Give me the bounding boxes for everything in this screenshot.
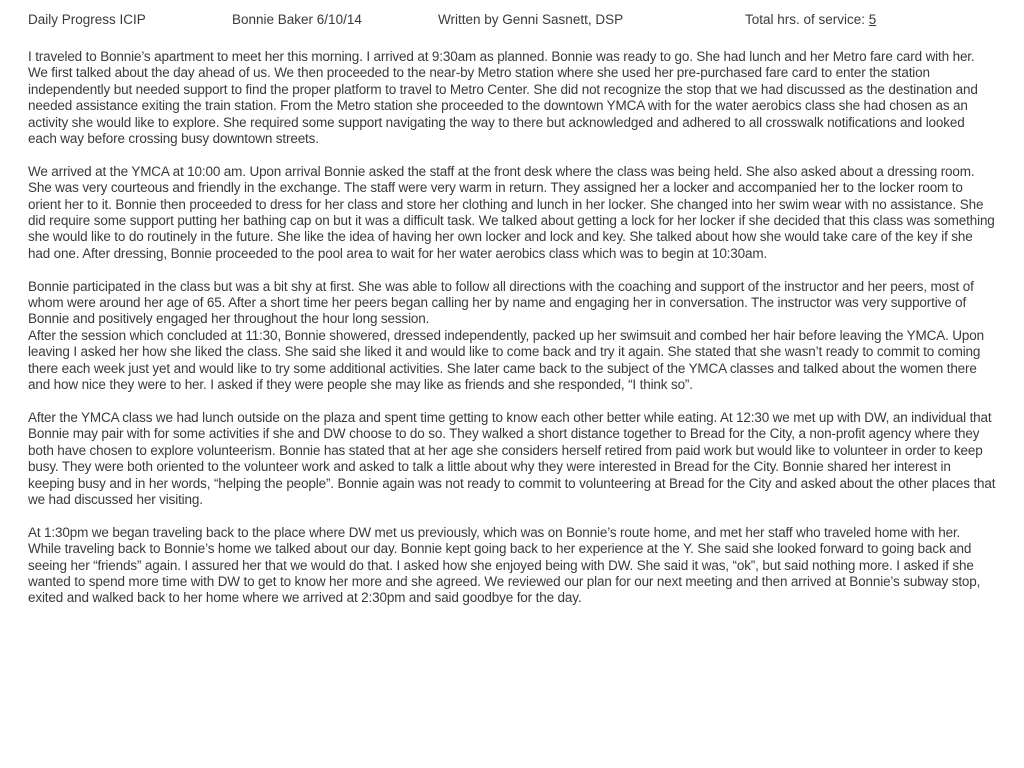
paragraph-after-session: After the session which concluded at 11:30, Bonnie showered, dressed independently, packed up her swimsuit and combed her hair before leaving the YMCA. Upon leaving I asked her how she liked the class. She said she liked it and would like to come back and try it again. She stated that she wasn’t ready to commit to coming there each week just yet and would like to try some additional activities. She later came back to the subject of the YMCA classes and talked about the women there and how nice they were to her. I asked if they were people she may like as friends and she responded, “I think so”. [28,327,984,393]
paragraph-morning-travel: I traveled to Bonnie’s apartment to meet her this morning. I arrived at 9:30am as planned. Bonnie was ready to go. She had lunch and her Metro fare card with her. We first talked about the day ahead of us. We then proceeded to the near-by Metro station where she used her pre-purchased fare card to enter the station independently but needed support to find the proper platform to travel to Metro Center. She did not recognize the stop that we had discussed as the destination and needed assistance exiting the train station. From the Metro station she proceeded to the downtown YMCA with for the water aerobics class she had chosen as an activity she would like to explore. She required some support navigating the way to there but acknowledged and adhered to all crosswalk notifications and looked each way before crossing busy downtown streets. [28,49,978,147]
paragraph-class-participation: Bonnie participated in the class but was a bit shy at first. She was able to follow all directions with the coaching and support of the instructor and her peers, most of whom were around her age of 65. After a short time her peers began calling her by name and engaging her in conversation. The instructor was very supportive of Bonnie and positively engaged her throughout the hour long session. [28,278,974,327]
document-header [28,10,998,30]
total-hours-label: Total hrs. of service: [745,12,869,27]
report-title: Daily Progress ICIP [28,12,146,27]
total-hours-value: 5 [868,12,877,27]
client-and-date: Bonnie Baker 6/10/14 [232,12,362,27]
report-body [28,49,996,607]
paragraph-lunch-volunteer: After the YMCA class we had lunch outside on the plaza and spent time getting to know each other better while eating. At 12:30 we met up with DW, an individual that Bonnie may pair with for some activities if she and DW choose to do so. They walked a short distance together to Bread for the City, a non-profit agency where they both have chosen to explore volunteerism. Bonnie has stated that at her age she considers herself retired from paid work but would like to volunteer in order to keep busy. They were both oriented to the volunteer work and asked to talk a little about why they were interested in Bread for the City. Bonnie shared her interest in keeping busy and in her words, “helping the people”. Bonnie again was not ready to commit to volunteering at Bread for the City and asked about the other places that we had discussed her visiting. [28,409,996,507]
paragraph-ymca-arrival: We arrived at the YMCA at 10:00 am. Upon arrival Bonnie asked the staff at the front desk where the class was being held. She also asked about a dressing room. She was very courteous and friendly in the exchange. The staff were very warm in return. They assigned her a locker and accompanied her to the locker room to orient her to it. Bonnie then proceeded to dress for her class and store her clothing and lunch in her locker. She changed into her swim wear with no assistance. She did require some support putting her bathing cap on but it was a difficult task. We talked about getting a lock for her locker if she decided that this class was something she would like to do routinely in the future. She like the idea of having her own locker and lock and key. She talked about how she would take care of the key if she had one. After dressing, Bonnie proceeded to the pool area to wait for her water aerobics class which was to begin at 10:30am. [28,163,995,261]
report-author: Written by Genni Sasnett, DSP [438,12,624,27]
paragraph-return-home: At 1:30pm we began traveling back to the place where DW met us previously, which was on Bonnie’s route home, and met her staff who traveled home with her. While traveling back to Bonnie’s home we talked about our day. Bonnie kept going back to her experience at the Y. She said she looked forward to going back and seeing her “friends” again. I assured her that we would do that. I asked how she enjoyed being with DW. She said it was, “ok”, but said nothing more. I asked if she wanted to spend more time with DW to get to know her more and she agreed. We reviewed our plan for our next meeting and then arrived at Bonnie’s subway stop, exited and walked back to her home where we arrived at 2:30pm and said goodbye for the day. [28,524,981,606]
total-hours [745,10,876,30]
